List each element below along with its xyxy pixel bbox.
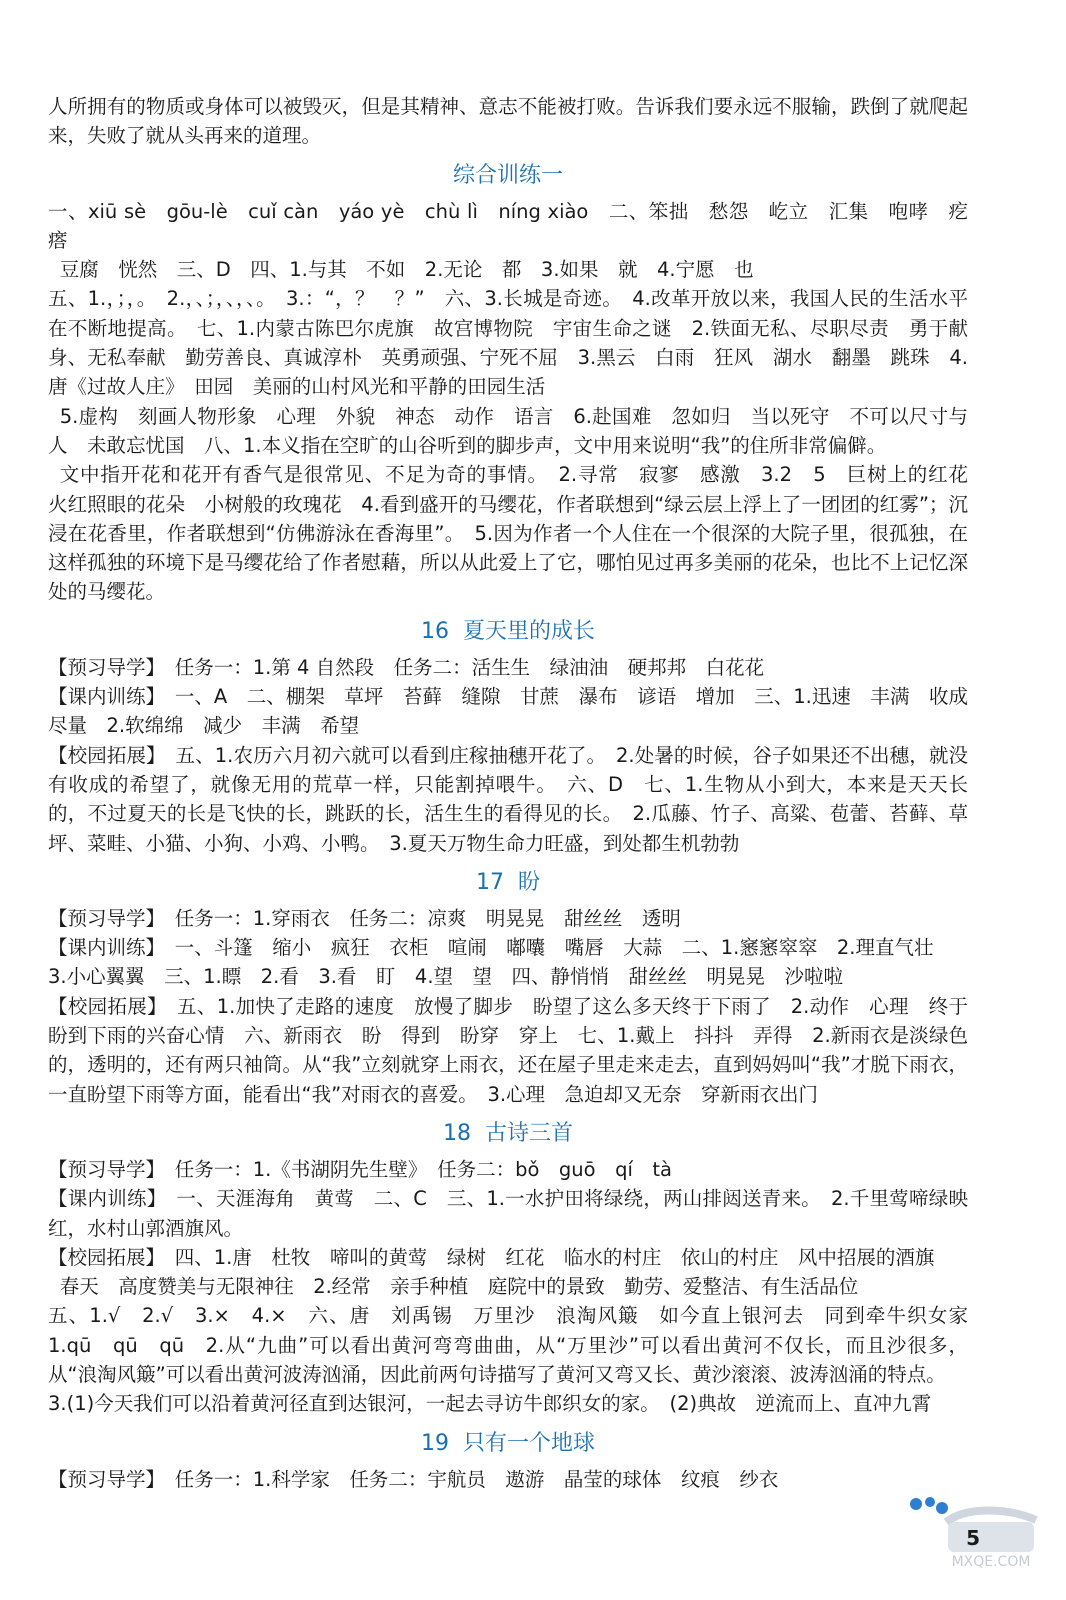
section-title: 盼 bbox=[517, 869, 540, 895]
paragraph: 【预习导学】 任务一：1.穿雨衣 任务二：凉爽 明晃晃 甜丝丝 透明 bbox=[48, 906, 681, 930]
section-heading-19 bbox=[48, 1425, 968, 1463]
paragraph: 【预习导学】 任务一：1.科学家 任务二：宇航员 遨游 晶莹的球体 纹痕 纱衣 bbox=[48, 1467, 779, 1491]
section-heading-18 bbox=[48, 1115, 968, 1153]
paragraph: 【校园拓展】 四、1.唐 杜牧 啼叫的黄莺 绿树 红花 临水的村庄 依山的村庄 风中招展的酒旗 bbox=[48, 1245, 935, 1269]
paragraph: 五、1.√ 2.√ 3.× 4.× 六、唐 刘禹锡 万里沙 浪淘风簸 如今直上银河去 同到牵牛织女家 1.qū qū qū 2.从“九曲”可以看出黄河弯弯曲曲，从“万里沙”可以看出黄河不仅长，而且沙很多，从“浪淘风簸”可以看出黄河波涛汹涌，因此前两句诗描写了黄河又弯又长、黄沙滚滚、波涛汹涌的特点。 bbox=[48, 1304, 988, 1386]
paragraph: 五、1.，；，。 2.，、；，、，、。 3.：“，？ ？” 六、3.长城是奇迹。 4.改革开放以来，我国人民的生活水平在不断地提高。 七、1.内蒙古陈巴尔虎旗 故宫博物院 宇宙生命之谜 2.铁面无私、尽职尽责 勇于献身、无私奉献 勤劳善良、真诚淳朴 英勇顽强、宁死不屈 3.黑云 白雨 狂风 湖水 翻墨 跳珠 4.唐《过故人庄》 田园 美丽的山村风光和平静的田园生活 bbox=[48, 287, 968, 399]
paragraph: 【校园拓展】 五、1.农历六月初六就可以看到庄稼抽穗开花了。 2.处暑的时候，谷子如果还不出穗，就没有收成的希望了，就像无用的荒草一样，只能割掉喂牛。 六、D 七、1.生物从小到大，本来是天天长的，不过夏天的长是飞快的长，跳跃的长，活生生的看得见的长。 2.瓜藤、竹子、高粱、苞蕾、苔藓、草坪、菜畦、小猫、小狗、小鸡、小鸭。 3.夏天万物生命力旺盛，到处都生机勃勃 bbox=[48, 743, 968, 855]
paragraph: 3.小心翼翼 三、1.瞟 2.看 3.看 盯 4.望 望 四、静悄悄 甜丝丝 明晃晃 沙啦啦 bbox=[48, 965, 844, 989]
svg-text:MXQE.COM: MXQE.COM bbox=[951, 1554, 1031, 1570]
section-heading-17 bbox=[48, 864, 968, 902]
paragraph: 【课内训练】 一、斗篷 缩小 疯狂 衣柜 喧闹 嘟囔 嘴唇 大蒜 二、1.窸窸窣窣 2.理直气壮 bbox=[48, 936, 934, 960]
paragraph: 5.虚构 刻画人物形象 心理 外貌 神态 动作 语言 6.赴国难 忽如归 当以死守 不可以尺寸与人 未敢忘忧国 八、1.本义指在空旷的山谷听到的脚步声，文中用来说明“我”的住所非常偏僻。 bbox=[48, 404, 968, 457]
lesson-number: 18 bbox=[442, 1120, 471, 1146]
section-title: 夏天里的成长 bbox=[462, 618, 595, 644]
paragraph: 【课内训练】 一、A 二、棚架 草坪 苔藓 缝隙 甘蔗 瀑布 谚语 增加 三、1.迅速 丰满 收成 尽量 2.软绵绵 减少 丰满 希望 bbox=[48, 685, 988, 738]
section-heading-16 bbox=[48, 613, 968, 651]
lesson-number: 19 bbox=[420, 1430, 449, 1456]
paragraph: 【校园拓展】 五、1.加快了走路的速度 放慢了脚步 盼望了这么多天终于下雨了 2.动作 心理 终于盼到下雨的兴奋心情 六、新雨衣 盼 得到 盼穿 穿上 七、1.戴上 抖抖 弄得 2.新雨衣是淡绿色的，透明的，还有两只袖筒。从“我”立刻就穿上雨衣，还在屋子里走来走去，直到妈妈叫“我”才脱下雨衣，一直盼望下雨等方面，能看出“我”对雨衣的喜爱。 3.心理 急迫却又无奈 穿新雨衣出门 bbox=[48, 994, 968, 1106]
section-heading-zonghe bbox=[48, 157, 968, 195]
section-title: 只有一个地球 bbox=[462, 1430, 595, 1456]
page-number: 5 bbox=[966, 1526, 980, 1550]
lesson-number: 17 bbox=[475, 869, 504, 895]
paragraph: 春天 高度赞美与无限神往 2.经常 亲手种植 庭院中的景致 勤劳、爱整洁、有生活品位 bbox=[59, 1275, 859, 1299]
section-title: 综合训练一 bbox=[452, 162, 563, 188]
section-title: 古诗三首 bbox=[484, 1120, 573, 1146]
answer-page bbox=[48, 92, 988, 1494]
paragraph: 【预习导学】 任务一：1.第 4 自然段 任务二：活生生 绿油油 硬邦邦 白花花 bbox=[48, 655, 765, 679]
paragraph: 3.(1)今天我们可以沿着黄河径直到达银河，一起去寻访牛郎织女的家。 (2)典故 逆流而上、直冲九霄 bbox=[48, 1392, 932, 1416]
paragraph: 【课内训练】 一、天涯海角 黄莺 二、C 三、1.一水护田将绿绕，两山排闼送青来。 2.千里莺啼绿映红，水村山郭酒旗风。 bbox=[48, 1187, 968, 1240]
paragraph: 一、xiū sè gōu-lè cuǐ càn yáo yè chù lì níng xiào 二、笨拙 愁怨 屹立 汇集 咆哮 疙瘩 bbox=[48, 199, 968, 252]
paragraph: 文中指开花和花开有香气是很常见、不足为奇的事情。 2.寻常 寂寥 感激 3.2 5 巨树上的红花 火红照眼的花朵 小树般的玫瑰花 4.看到盛开的马缨花，作者联想到“绿云层上浮上了一团团的红雾”；沉浸在花香里，作者联想到“仿佛游泳在香海里”。 5.因为作者一个人住在一个很深的大院子里，很孤独，在这样孤独的环境下是马缨花给了作者慰藉，所以从此爱上了它，哪怕见过再多美丽的花朵，也比不上记忆深处的马缨花。 bbox=[48, 463, 988, 604]
paragraph: 豆腐 恍然 三、D 四、1.与其 不如 2.无论 都 3.如果 就 4.宁愿 也 bbox=[59, 258, 754, 282]
paragraph: 【预习导学】 任务一：1.《书湖阴先生壁》 任务二：bǒ guō qí tà bbox=[48, 1157, 672, 1181]
lesson-number: 16 bbox=[420, 618, 449, 644]
intro-paragraph: 人所拥有的物质或身体可以被毁灭，但是其精神、意志不能被打败。告诉我们要永远不服输，跌倒了就爬起来，失败了就从头再来的道理。 bbox=[48, 95, 968, 148]
